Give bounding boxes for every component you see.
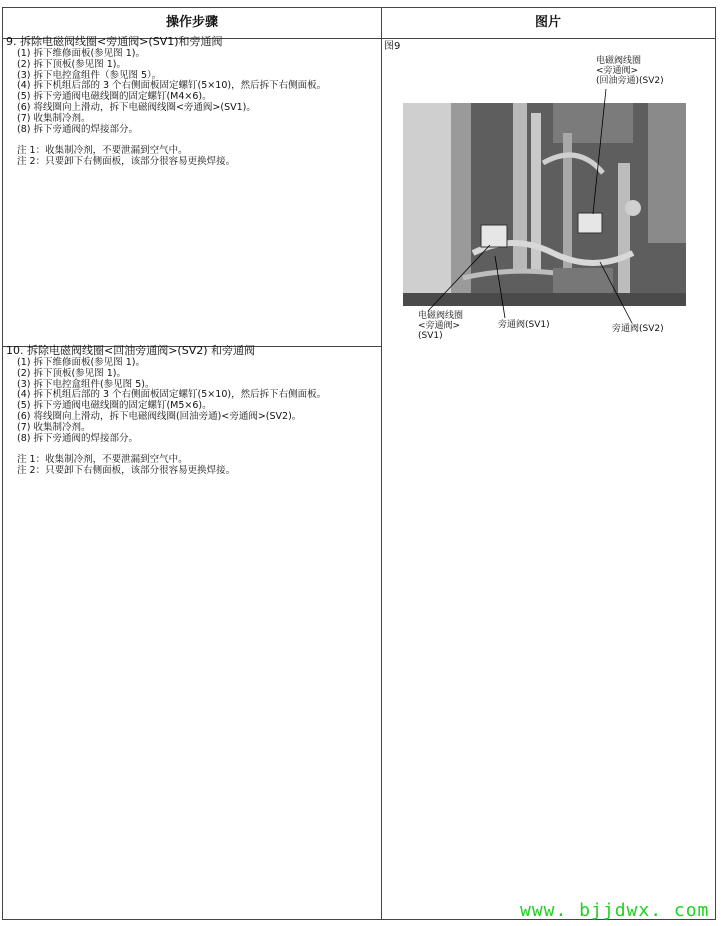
header-picture: 图片 [534, 15, 561, 30]
note-item: 注 1：收集制冷剂，不要泄漏到空气中。 [17, 454, 188, 466]
note-item: 注 1：收集制冷剂，不要泄漏到空气中。 [17, 145, 188, 157]
section-9 [6, 36, 376, 168]
step-item: (8) 拆下旁通阀的焊接部分。 [17, 432, 138, 444]
step-item: (2) 拆下顶板(参见图 1)。 [17, 58, 126, 70]
step-item: (2) 拆下顶板(参见图 1)。 [17, 367, 126, 379]
section-title: 9. 拆除电磁阀线圈<旁通阀>(SV1)和旁通阀 [6, 35, 223, 48]
callout-sv1-valve: 旁通阀(SV1) [498, 320, 550, 330]
step-item: (6) 将线圈向上滑动，拆下电磁阀线圈(回油旁通)<旁通阀>(SV2)。 [17, 410, 302, 422]
step-item: (1) 拆下维修面板(参见图 1)。 [17, 48, 145, 59]
section-10 [6, 345, 376, 477]
step-item: (7) 收集制冷剂。 [17, 421, 91, 433]
step-item: (4) 拆下机组后部的 3 个右侧面板固定螺钉(5×10)，然后拆下右侧面板。 [17, 80, 327, 92]
step-item: (3) 拆下电控盒组件(参见图 5)。 [17, 378, 155, 390]
step-item: (5) 拆下旁通阀电磁线圈的固定螺钉(M4×6)。 [17, 91, 212, 103]
callout-sv2-valve: 旁通阀(SV2) [612, 324, 664, 334]
callout-sv2-coil: 电磁阀线圈 <旁通阀> (回油旁通)(SV2) [596, 56, 664, 86]
note-item: 注 2：只要卸下右侧面板，该部分很容易更换焊接。 [17, 156, 236, 168]
figure-label: 图9 [384, 41, 401, 52]
callout-sv1-coil: 电磁阀线圈 <旁通阀> (SV1) [418, 311, 464, 341]
step-item: (8) 拆下旁通阀的焊接部分。 [17, 123, 138, 135]
column-divider [381, 8, 382, 919]
step-item: (1) 拆下维修面板(参见图 1)。 [17, 357, 145, 368]
step-item: (5) 拆下旁通阀电磁线圈的固定螺钉(M5×6)。 [17, 400, 212, 412]
note-item: 注 2：只要卸下右侧面板，该部分很容易更换焊接。 [17, 465, 236, 477]
step-item: (7) 收集制冷剂。 [17, 112, 91, 124]
step-item: (3) 拆下电控盒组件（参见图 5）。 [17, 69, 162, 81]
watermark: www. bjjdwx. com [520, 900, 710, 921]
section-title: 10. 拆除电磁阀线圈<回油旁通阀>(SV2) 和旁通阀 [6, 344, 256, 357]
header-steps: 操作步骤 [165, 15, 218, 30]
step-item: (4) 拆下机组后部的 3 个右侧面板固定螺钉(5×10)，然后拆下右侧面板。 [17, 389, 327, 401]
step-item: (6) 将线圈向上滑动，拆下电磁阀线圈<旁通阀>(SV1)。 [17, 101, 256, 113]
valve-photo [403, 103, 686, 306]
